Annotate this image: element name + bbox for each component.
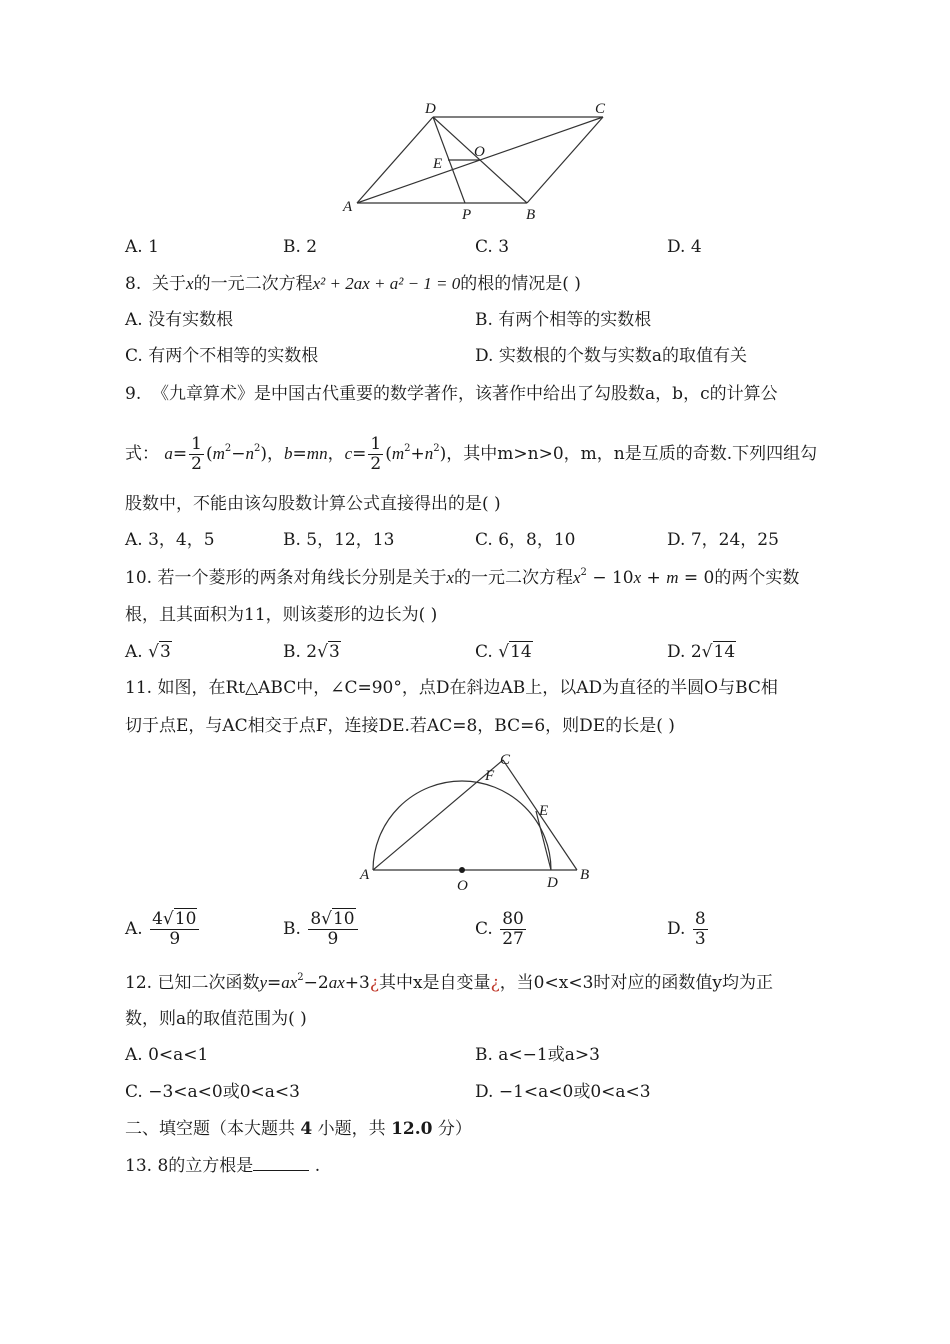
q12-glyph-1: ¿ (369, 973, 379, 993)
q10-line-1-mid: 的一元二次方程 (454, 568, 573, 588)
q8-option-d: D. 实数根的个数与实数a的取值有关 (475, 346, 747, 366)
q8-number: 8. (125, 274, 142, 294)
q10-option-a: A. √3 (125, 642, 171, 662)
q11-line-2: 切于点E，与AC相交于点F，连接DE.若AC=8，BC=6，则DE的长是( ) (125, 716, 675, 736)
q8-stem-mid: 的一元二次方程 (193, 274, 313, 294)
center-point-O (459, 867, 465, 873)
q8-stem (125, 273, 581, 295)
q9-option-d: D. 7，24，25 (667, 530, 779, 550)
q9-option-b: B. 5，12，13 (283, 530, 395, 550)
label-B: B (526, 207, 536, 223)
q8-equation: x² + 2ax + a² − 1 = 0 (312, 274, 461, 293)
q10-option-c: C. √14 (475, 642, 532, 662)
q11-option-d: D. $\frac{8}{3}$ (667, 909, 706, 949)
label-B: B (580, 867, 590, 883)
label-D: D (425, 101, 436, 117)
q13-answer-blank[interactable] (253, 1156, 309, 1171)
label-C: C (500, 752, 511, 768)
label-P: P (462, 207, 472, 223)
label-A: A (360, 867, 370, 883)
q7-option-c: C. 3 (475, 237, 510, 257)
section-2-count: 4 (300, 1119, 313, 1139)
q10-equation: $x^2 - 10x + m = 0$ (573, 567, 715, 588)
q13-stem (125, 1155, 320, 1177)
semicircle-figure (355, 748, 605, 896)
q13-stem-text: 8的立方根是 (157, 1156, 254, 1176)
q7-option-d: D. 4 (667, 237, 702, 257)
q10-number: 10. (125, 568, 153, 588)
section-2-pre: 二、填空题（本大题共 (125, 1119, 301, 1139)
q12-line-1-pre: 已知二次函数 (157, 973, 260, 993)
q11-line-1-text: 如图，在Rt△ABC中，∠C=90°，点D在斜边AB上，以AD为直径的半圆O与BC相 (157, 678, 778, 698)
q10-option-b: B. 2√3 (283, 642, 340, 662)
q9-formula-a: a= $\frac{1}{2}$ $(m^2-n^2)$，b=mn，c= $\frac{1}{2}$ $(m^2+n^2)$ (164, 434, 447, 474)
label-O: O (457, 878, 468, 894)
q12-option-d: D. −1<a<0或0<a<3 (475, 1082, 651, 1102)
q9-line-3: 股数中，不能由该勾股数计算公式直接得出的是( ) (125, 494, 501, 514)
q8-option-a: A. 没有实数根 (125, 310, 234, 330)
q11-number: 11. (125, 678, 153, 698)
q9-option-c: C. 6，8，10 (475, 530, 576, 550)
q13-number: 13. (125, 1156, 153, 1176)
q12-option-c: C. −3<a<0或0<a<3 (125, 1082, 300, 1102)
q11-option-b: B. $\frac{8√10}{9}$ (283, 910, 360, 949)
q8-stem-post: 的根的情况是( ) (460, 274, 581, 294)
section-2-score: 12.0 (391, 1119, 433, 1139)
q12-option-b: B. a<−1或a>3 (475, 1045, 600, 1065)
q10-line-1-pre: 若一个菱形的两条对角线长分别是关于 (157, 568, 447, 588)
q8-option-b: B. 有两个相等的实数根 (475, 310, 652, 330)
q8-var-x: x (186, 274, 194, 293)
section-2-post: 分） (432, 1119, 472, 1139)
q9-line-2 (125, 434, 817, 474)
q13-end: . (314, 1156, 321, 1176)
q12-option-a: A. 0<a<1 (125, 1045, 209, 1065)
q10-option-d: D. 2√14 (667, 642, 736, 662)
q10-line-1: 10. 若一个菱形的两条对角线长分别是关于x的一元二次方程$x^2 - 10x + m = 0$的两个实数 (125, 567, 800, 588)
q10-line-2: 根，且其面积为11，则该菱形的边长为( ) (125, 605, 438, 625)
label-E: E (433, 156, 443, 172)
q9-option-a: A. 3，4，5 (125, 530, 215, 550)
q10-line-1-post: 的两个实数 (714, 568, 800, 588)
q9-line-2-post: ，其中m>n>0，m，n是互质的奇数.下列四组勾 (446, 444, 818, 464)
q12-line-2: 数，则a的取值范围为( ) (125, 1009, 307, 1029)
label-A: A (343, 199, 353, 215)
q9-number: 9. (125, 384, 142, 404)
q11-line-1 (125, 677, 778, 699)
q7-option-a: A. 1 (125, 237, 159, 257)
label-E: E (539, 803, 549, 819)
q9-line-2-pre: 式： (125, 444, 159, 464)
label-D: D (547, 875, 558, 891)
q9-line-1 (125, 383, 778, 405)
q9-line-1-text: 《九章算术》是中国古代重要的数学著作，该著作中给出了勾股数a，b，c的计算公 (152, 384, 778, 404)
q12-function: $y=ax^2-2ax+3$ (259, 972, 370, 993)
label-F: F (485, 768, 495, 784)
parallelogram-figure (335, 95, 625, 225)
q12-line-1 (125, 972, 773, 994)
q12-line-1-post: ，当0<x<3时对应的函数值y均为正 (499, 973, 773, 993)
label-O: O (474, 144, 485, 160)
q11-option-c: C. $\frac{80}{27}$ (475, 909, 524, 949)
section-2-mid: 小题，共 (312, 1119, 392, 1139)
q7-option-b: B. 2 (283, 237, 318, 257)
q12-glyph-2: ¿ (490, 973, 500, 993)
q11-option-a: A. $\frac{4√10}{9}$ (125, 910, 201, 949)
section-2-heading (125, 1118, 472, 1140)
q12-line-1-mid: 其中x是自变量 (378, 973, 491, 993)
q8-option-c: C. 有两个不相等的实数根 (125, 346, 319, 366)
q12-number: 12. (125, 973, 153, 993)
q8-stem-pre: 关于 (152, 274, 187, 294)
label-C: C (595, 101, 606, 117)
